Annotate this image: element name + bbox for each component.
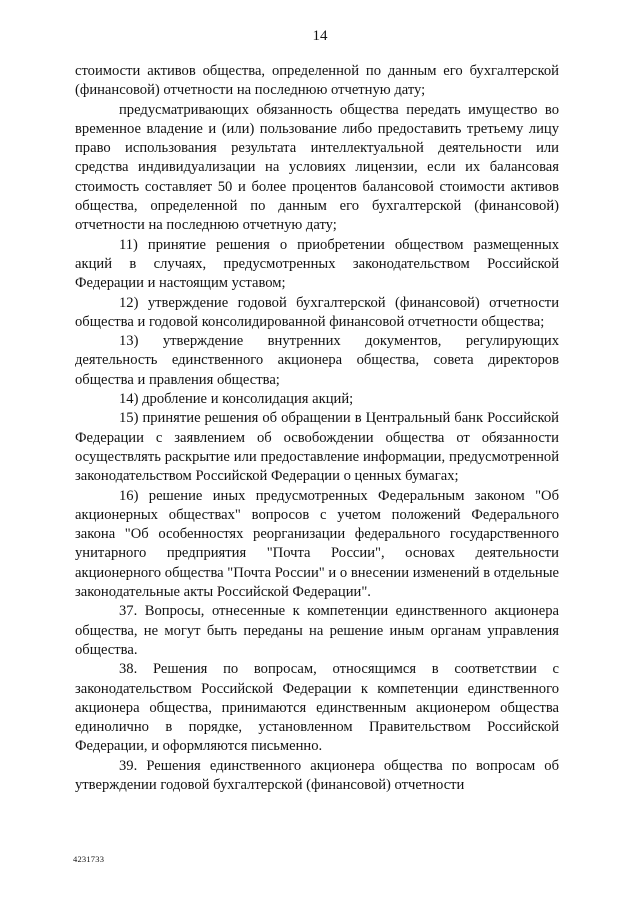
paragraph-item-16: 16) решение иных предусмотренных Федеральным законом "Об акционерных обществах" вопросов с учетом положений Федерального закона "Об особенностях реорганизации федерального государственного унитарного предприятия "Почта России", основах деятельности акционерного общества "Почта России" и о внесении изменений в отдельные законодательные акты Российской Федерации". — [75, 487, 559, 601]
paragraph-item-14: 14) дробление и консолидация акций; — [119, 391, 354, 408]
document-id: 4231733 — [73, 854, 105, 864]
document-body — [75, 62, 559, 795]
paragraph-item-11: 11) принятие решения о приобретении обществом размещенных акций в случаях, предусмотренных законодательством Российской Федерации и настоящим уставом; — [75, 236, 559, 292]
paragraph-continuation: стоимости активов общества, определенной по данным его бухгалтерской (финансовой) отчетности на последнюю отчетную дату; — [75, 63, 559, 99]
paragraph-clause-37: 37. Вопросы, отнесенные к компетенции единственного акционера общества, не могут быть переданы на решение иным органам управления общества. — [75, 603, 559, 658]
paragraph-item-15: 15) принятие решения об обращении в Центральный банк Российской Федерации с заявлением об освобождении общества от обязанности осуществлять раскрытие или предоставление информации, предусмотренной законодательством Российской Федерации о ценных бумагах; — [75, 410, 559, 485]
paragraph-item-13: 13) утверждение внутренних документов, регулирующих деятельность единственного акционера общества, совета директоров общества и правления общества; — [75, 333, 559, 388]
paragraph-item-12: 12) утверждение годовой бухгалтерской (финансовой) отчетности общества и годовой консолидированной финансовой отчетности общества; — [75, 294, 559, 330]
paragraph-lease-provision: предусматривающих обязанность общества передать имущество во временное владение и (или) пользование либо предоставить третьему лицу право использования результата интеллектуальной деятельности или средства индивидуализации на условиях лицензии, если их балансовая стоимость составляет 50 и более процентов балансовой стоимости активов общества, определенной по данным его бухгалтерской (финансовой) отчетности на последнюю отчетную дату; — [75, 101, 559, 234]
paragraph-clause-38: 38. Решения по вопросам, относящимся в соответствии с законодательством Российской Федерации к компетенции единственного акционера общества, принимаются единственным акционером общества единолично в порядке, установленном Правительством Российской Федерации, и оформляются письменно. — [75, 661, 559, 755]
page-number: 14 — [312, 28, 328, 44]
paragraph-clause-39: 39. Решения единственного акционера общества по вопросам об утверждении годовой бухгалтерской (финансовой) отчетности — [75, 757, 559, 793]
